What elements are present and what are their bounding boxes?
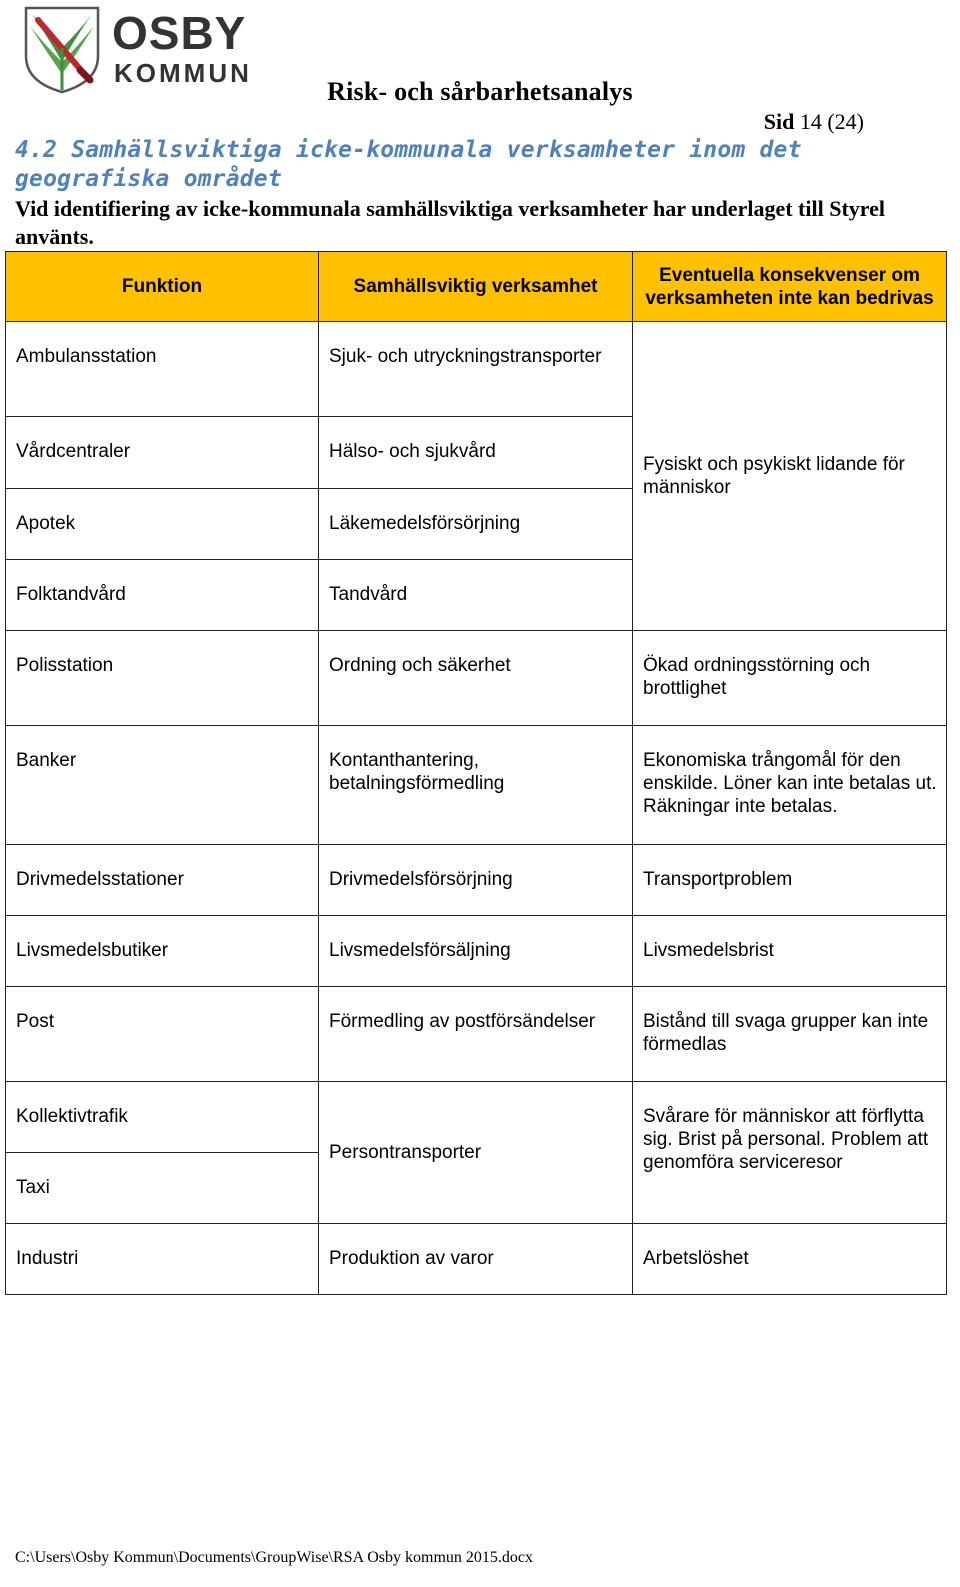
section-intro: Vid identifiering av icke-kommunala samhällsviktiga verksamheter har underlaget till Styrel använts.: [15, 196, 886, 249]
cell-funktion: Industri: [6, 1224, 319, 1295]
table-row: [6, 987, 947, 1082]
header-funktion: Funktion: [6, 252, 319, 322]
cell-verksamhet: Livsmedelsförsäljning: [319, 916, 633, 987]
cell-verksamhet: Persontransporter: [319, 1082, 633, 1224]
table-row: [6, 916, 947, 987]
table-row: [6, 726, 947, 845]
cell-funktion: Kollektivtrafik: [6, 1082, 319, 1153]
cell-konsekvens: Ekonomiska trångomål för den enskilde. Löner kan inte betalas ut. Räkningar inte betalas.: [633, 726, 947, 845]
cell-funktion: Drivmedelsstationer: [6, 845, 319, 916]
cell-funktion: Vårdcentraler: [6, 417, 319, 489]
table-row: [6, 845, 947, 916]
cell-verksamhet: Kontanthantering, betalningsförmedling: [319, 726, 633, 845]
cell-verksamhet: Sjuk- och utryckningstransporter: [319, 322, 633, 417]
footer-file-path: C:\Users\Osby Kommun\Documents\GroupWise\RSA Osby kommun 2015.docx: [15, 1549, 534, 1566]
cell-verksamhet: Ordning och säkerhet: [319, 631, 633, 726]
cell-verksamhet: Drivmedelsförsörjning: [319, 845, 633, 916]
cell-funktion: Livsmedelsbutiker: [6, 916, 319, 987]
cell-konsekvens: Svårare för människor att förflytta sig. Brist på personal. Problem att genomföra serviceresor: [633, 1082, 947, 1224]
cell-funktion: Ambulansstation: [6, 322, 319, 417]
table-row: [6, 631, 947, 726]
cell-konsekvens: Arbetslöshet: [633, 1224, 947, 1295]
cell-verksamhet: Förmedling av postförsändelser: [319, 987, 633, 1082]
logo-subtitle: KOMMUN: [114, 58, 252, 88]
cell-funktion: Taxi: [6, 1153, 319, 1224]
logo-wordmark: OSBY: [112, 7, 247, 59]
header-verksamhet: Samhällsviktig verksamhet: [319, 252, 633, 322]
page-prefix: Sid: [763, 109, 795, 134]
cell-konsekvens: Ökad ordningsstörning och brottlighet: [633, 631, 947, 726]
page-count: 14 (24): [799, 109, 864, 134]
cell-funktion: Polisstation: [6, 631, 319, 726]
table-row: [6, 1082, 947, 1153]
society-critical-table: [5, 251, 947, 1295]
cell-verksamhet: Läkemedelsförsörjning: [319, 489, 633, 560]
document-title: Risk- och sårbarhetsanalys: [327, 77, 633, 106]
cell-funktion: Apotek: [6, 489, 319, 560]
cell-funktion: Folktandvård: [6, 560, 319, 631]
cell-verksamhet: Produktion av varor: [319, 1224, 633, 1295]
cell-verksamhet: Tandvård: [319, 560, 633, 631]
table-row: [6, 1224, 947, 1295]
cell-konsekvens: Bistånd till svaga grupper kan inte förmedlas: [633, 987, 947, 1082]
page-number: [764, 108, 864, 136]
header-konsekvens: Eventuella konsekvenser om verksamheten inte kan bedrivas: [633, 252, 947, 322]
cell-konsekvens: Transportproblem: [633, 845, 947, 916]
table-row: [6, 322, 947, 417]
cell-konsekvens-health: Fysiskt och psykiskt lidande för människor: [633, 322, 947, 631]
cell-funktion: Banker: [6, 726, 319, 845]
cell-verksamhet: Hälso- och sjukvård: [319, 417, 633, 489]
table-header-row: [6, 252, 947, 322]
cell-funktion: Post: [6, 987, 319, 1082]
cell-konsekvens: Livsmedelsbrist: [633, 916, 947, 987]
section-heading: 4.2 Samhällsviktiga icke-kommunala verksamheter inom det geografiska området: [15, 137, 802, 192]
